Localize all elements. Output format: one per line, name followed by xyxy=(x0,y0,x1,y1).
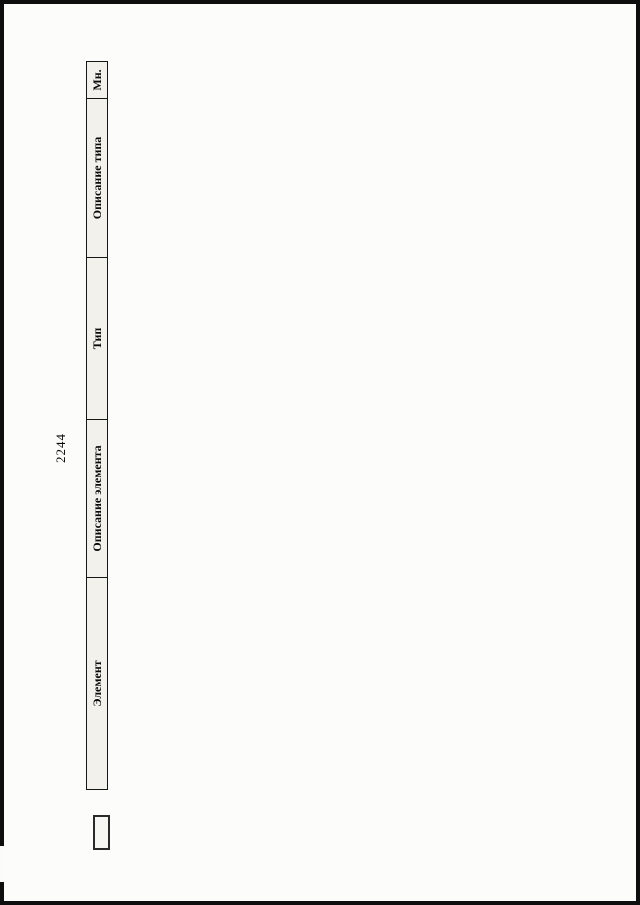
page-number: 2244 xyxy=(53,433,68,463)
schema-table xyxy=(86,61,108,790)
header-multiplicity: Мн. xyxy=(87,61,108,98)
scan-artifact-box xyxy=(93,815,110,850)
header-type-description: Описание типа xyxy=(87,98,108,257)
schema-table-rotated-wrap xyxy=(86,62,108,790)
table-header-row xyxy=(87,61,108,789)
frame-gap xyxy=(0,846,4,882)
header-element-description: Описание элемента xyxy=(87,419,108,577)
header-element: Элемент xyxy=(87,577,108,789)
header-type: Тип xyxy=(87,257,108,419)
